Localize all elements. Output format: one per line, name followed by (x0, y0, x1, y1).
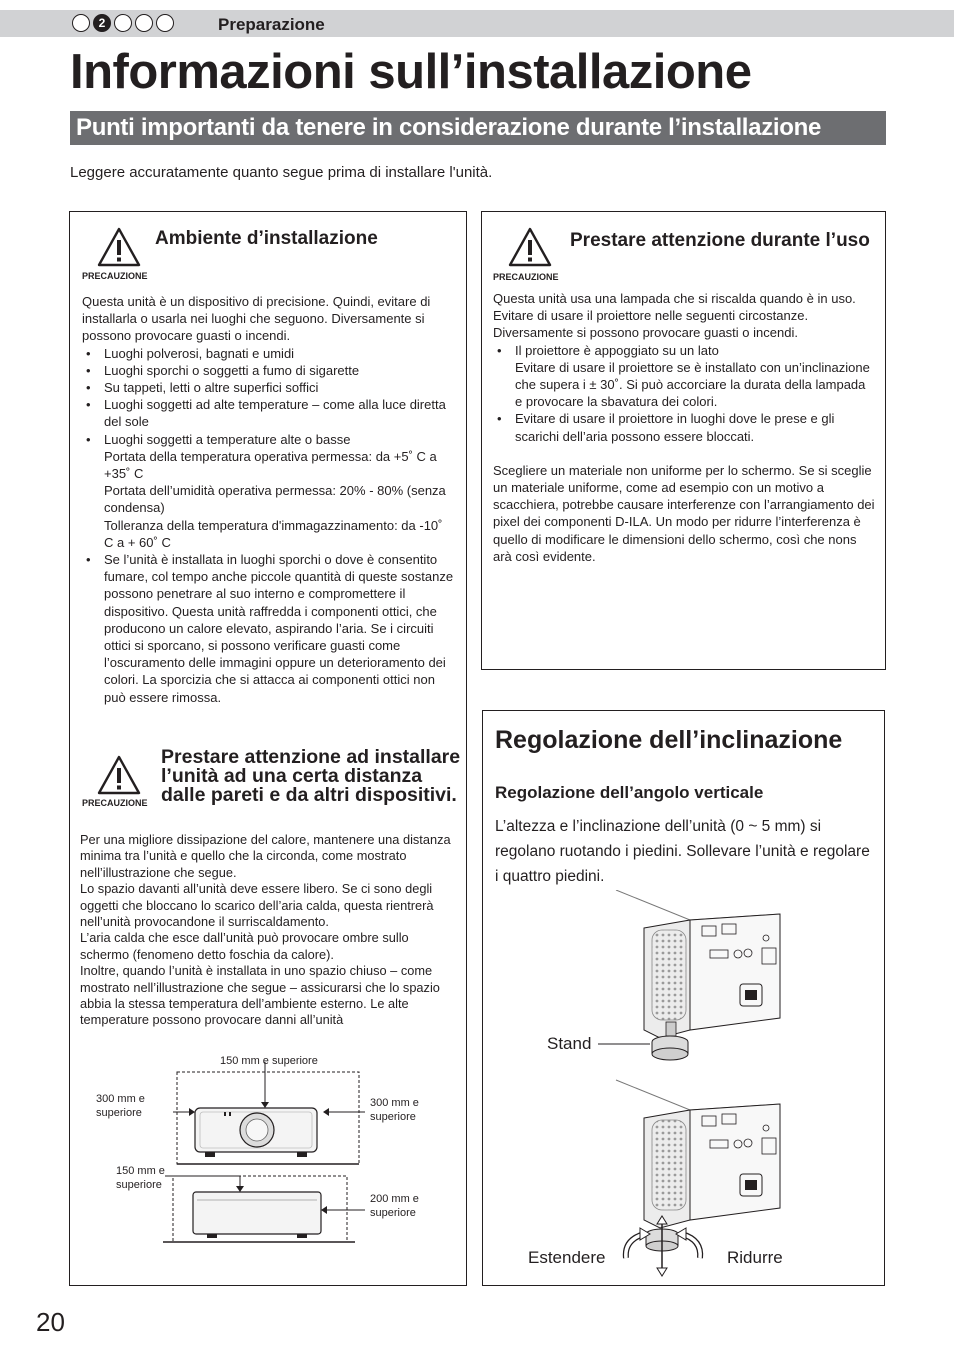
intro-text: Leggere accuratamente quanto segue prima di installare l'unità. (70, 164, 493, 181)
page-title: Informazioni sull’installazione (70, 45, 752, 99)
warning-icon (97, 227, 141, 267)
clearance-left-label: 300 mm e superiore (96, 1093, 145, 1119)
clearance-right-label: 300 mm e superiore (370, 1097, 419, 1123)
subtitle: Punti importanti da tenere in considerazione durante l’installazione (76, 114, 822, 141)
list-item: • Luoghi sporchi o soggetti a fumo di sigarette (82, 362, 454, 379)
stand-label: Stand (547, 1034, 592, 1053)
step-indicator (72, 14, 174, 32)
caution-label: PRECAUZIONE (82, 271, 148, 281)
warning-icon (508, 227, 552, 267)
step-2-active: 2 (93, 14, 111, 32)
list-item: • Luoghi polverosi, bagnati e umidi (82, 345, 454, 362)
ambiente-body (82, 293, 454, 706)
uso-title: Prestare attenzione durante l’uso (570, 230, 870, 251)
section-label: Preparazione (218, 15, 325, 34)
distanza-para: L’aria calda che esce dall’unità può provocare ombre sullo schermo (fenomeno detto foschia da calore). (80, 930, 409, 962)
distanza-para: Inoltre, quando l’unità è installata in uno spazio chiuso – come mostrato nell’illustrazione che segue – assicurarsi che lo spazio abbia la stessa temperatura dell’ambiente esterno. Le alte temperature possono provocare danni all’unità (80, 963, 440, 1028)
temp-line: Portata dell’umidità operativa permessa: 20% - 80% (senza condensa) (104, 483, 446, 516)
uso-screen-note: Scegliere un materiale non uniforme per lo schermo. Se si sceglie un materiale uniforme, come ad esempio con un motivo a scacchiera, potrebbe causare interferenze con l’arrangiamento dei pixel dei componenti D-ILA. Un modo per ridurre l’interferenza è quello di modificare le dimensioni dello schermo, così che nons arà così evidente. (493, 462, 875, 564)
clearance-diagram (85, 1050, 460, 1250)
uso-intro: Questa unità usa una lampada che si riscalda quando è in uso. Evitare di usare il proiettore nelle seguenti circostanze. Diversamente si possono provocare guasti o incendi. (493, 291, 856, 341)
uso-body (493, 290, 876, 565)
uso-item-detail: Evitare di usare il proiettore se è installato con un’inclinazione che supera i ± 30˚. Si può accorciare la durata della lampada e provocare la sbavatura dei colori. (515, 359, 870, 410)
ambiente-intro: Questa unità è un dispositivo di precisione. Quindi, evitare di installarla o usarla nei luoghi che seguono. Diversamente si possono provocare guasti o incendi. (82, 294, 431, 344)
distanza-para: Lo spazio davanti all’unità deve essere libero. Se ci sono degli oggetti che bloccano lo scarico dell’aria calda, questa rientrerà nell’unità provocandone il surriscaldamento. (80, 881, 434, 930)
caution-label: PRECAUZIONE (493, 272, 559, 282)
warning-icon (97, 755, 141, 795)
ambiente-list (82, 345, 454, 706)
stand-illustration (528, 890, 840, 1280)
clearance-bottom-right-label: 200 mm e superiore (370, 1193, 419, 1219)
list-item: • Se l’unità è installata in luoghi sporchi o dove è consentito fumare, col tempo anche piccole quantità di queste sostanze possono penetrare al suo interno e compromettere il dispositivo. Questa unità raffredda i componenti ottici, che producono un calore elevato, aspirando l’aria. Se i circuiti ottici si sporcano, si possono verificare guasti come l’oscuramento delle immagini oppure un deterioramento dei colori. La sporcizia che si attacca ai componenti ottici non può essere rimossa. (82, 551, 454, 706)
step-1 (72, 14, 90, 32)
distanza-body (80, 832, 460, 1029)
regolazione-text: L’altezza e l’inclinazione dell’unità (0 ~ 5 mm) si regolano ruotando i piedini. Sollevare l’unità e regolare i quattro piedini. (495, 818, 870, 885)
step-5 (156, 14, 174, 32)
caution-label: PRECAUZIONE (82, 798, 148, 808)
step-4 (135, 14, 153, 32)
list-item-temperature (82, 431, 454, 551)
step-3 (114, 14, 132, 32)
list-item: • Luoghi soggetti ad alte temperature – come alla luce diretta del sole (82, 396, 454, 430)
list-item (493, 342, 876, 411)
uso-item-label: • Il proiettore è appoggiato su un lato (515, 342, 719, 358)
clearance-top-label: 150 mm e superiore (220, 1055, 318, 1067)
reduce-label: Ridurre (727, 1248, 783, 1267)
list-item: • Evitare di usare il proiettore in luoghi dove le prese e gli scarichi dell’aria possono essere bloccati. (493, 410, 876, 444)
distanza-title: Prestare attenzione ad installare l’unità ad una certa distanza dalle pareti e da altri dispositivi. (161, 746, 461, 806)
temp-line: Portata della temperatura operativa permessa: da +5˚ C a +35˚ C (104, 448, 437, 482)
distanza-para: Per una migliore dissipazione del calore, mantenere una distanza minima tra l’unità e quello che la circonda, come mostrato nell’illustrazione che segue. (80, 832, 451, 880)
page-number: 20 (36, 1307, 65, 1337)
extend-label: Estendere (528, 1248, 606, 1267)
ambiente-title: Ambiente d’installazione (155, 228, 378, 249)
regolazione-title: Regolazione dell’inclinazione (495, 726, 843, 754)
uso-list (493, 342, 876, 445)
temp-item-label: • Luoghi soggetti a temperature alte o basse (104, 431, 351, 447)
list-item: • Su tappeti, letti o altre superfici soffici (82, 379, 454, 396)
temp-line: Tolleranza della temperatura d'immagazzinamento: da -10˚ C a + 60˚ C (104, 517, 443, 550)
regolazione-subtitle: Regolazione dell’angolo verticale (495, 783, 764, 802)
clearance-bottom-left-label: 150 mm e superiore (116, 1165, 165, 1191)
